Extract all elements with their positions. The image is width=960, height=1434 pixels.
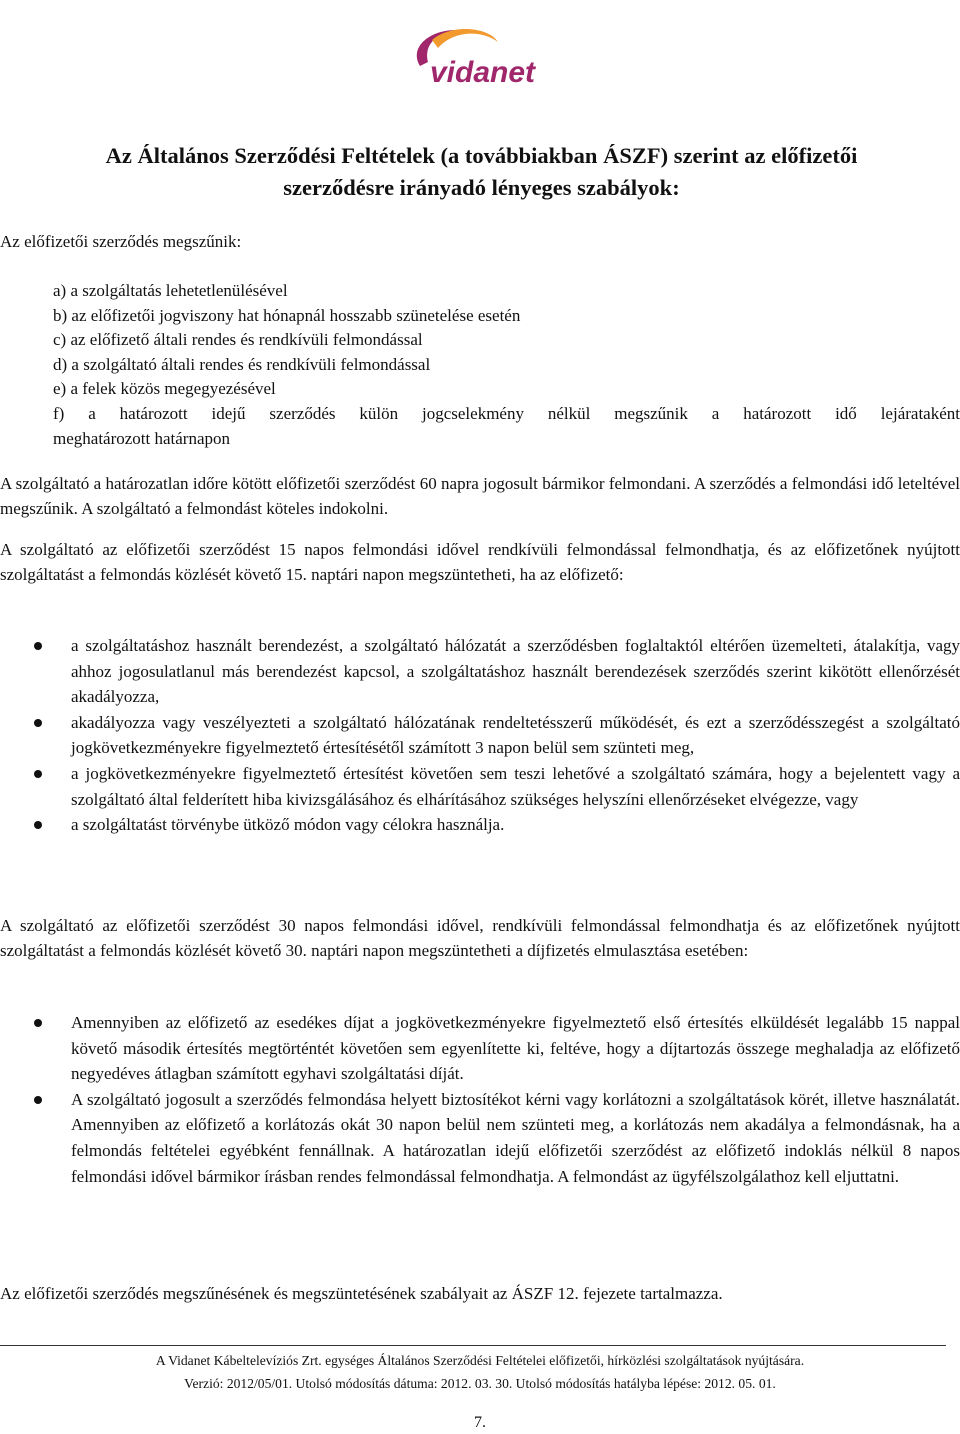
list-item: a szolgáltatást törvénybe ütköző módon vagy célokra használja. xyxy=(0,812,960,838)
bullet-icon xyxy=(34,770,42,778)
page-number: 7. xyxy=(474,1414,486,1431)
list-item: akadályozza vagy veszélyezteti a szolgáltató hálózatának rendeltetésszerű működését, és ezt a szerződésszegést a szolgáltató jogkövetkezményekre figyelmeztető értesítésétől számított 3 napon belül sem szünteti meg, xyxy=(0,710,960,761)
title-line-1: Az Általános Szerződési Feltételek (a továbbiakban ÁSZF) szerint az előfizetői xyxy=(105,143,858,168)
bullet-icon xyxy=(34,1019,42,1027)
vidanet-logo xyxy=(402,22,564,100)
list-item: A szolgáltató jogosult a szerződés felmondása helyett biztosítékot kérni vagy korlátozni a szolgáltatások körét, illetve használatát. Amennyiben az előfizető a korlátozás okát 30 napon belül nem szünteti meg, a korlátozás nem akadálya a felmondásnak, ha a felmondás feltételei egyébként fennállnak. A határozatlan idejű előfizetői szerződést az előfizető indoklás nélkül 8 napos felmondási idővel bármikor írásban rendes felmondással felmondhatja. A felmondást az ügyfélszolgálathoz kell eljuttatni. xyxy=(0,1087,960,1189)
footer-divider xyxy=(0,1345,946,1346)
bullet-icon xyxy=(34,642,42,650)
conditions-list-30-days xyxy=(0,1010,960,1189)
list-item: e) a felek közös megegyezésével xyxy=(53,379,276,399)
title-line-2: szerződésre irányadó lényeges szabályok: xyxy=(283,175,680,200)
paragraph-payment-default: A szolgáltató az előfizetői szerződést 30 napos felmondási idővel, rendkívüli felmondással felmondhatja és az előfizetőnek nyújtott szolgáltatást a felmondás közlését követő 30. naptári napon megszüntetheti a díjfizetés elmulasztása esetében: xyxy=(0,916,960,961)
bullet-icon xyxy=(34,719,42,727)
list-item: c) az előfizető általi rendes és rendkívüli felmondással xyxy=(53,330,423,350)
list-item: a szolgáltatáshoz használt berendezést, a szolgáltató hálózatát a szerződésben foglaltaktól eltérően üzemelteti, átalakítja, vagy ahhoz jogosulatlanul más berendezést kapcsol, a szolgáltatáshoz használt berendezések szerződés szerint kikötött ellenőrzését akadályozza, xyxy=(0,633,960,710)
bullet-icon xyxy=(34,821,42,829)
footer-line-1: A Vidanet Kábeltelevíziós Zrt. egységes Általános Szerződési Feltételei előfizetői, hírközlési szolgáltatások nyújtására. xyxy=(155,1353,805,1368)
list-item: Amennyiben az előfizető az esedékes díjat a jogkövetkezményekre figyelmeztető első értesítés elküldését legalább 15 nappal követő második értesítés megtörténtét követően sem egyenlítette ki, feltéve, hogy a díjtartozás összege meghaladja az előfizető negyedéves átlagban számított egyhavi szolgáltatási díját. xyxy=(0,1010,960,1087)
list-item: a) a szolgáltatás lehetetlenülésével xyxy=(53,281,288,300)
termination-list xyxy=(53,279,960,451)
footer-line-2: Verzió: 2012/05/01. Utolsó módosítás dátuma: 2012. 03. 30. Utolsó módosítás hatályba lépése: 2012. 05. 01. xyxy=(184,1376,776,1391)
conditions-list-15-days xyxy=(0,633,960,838)
list-item: meghatározott határnapon xyxy=(53,428,231,448)
list-item: f) a határozott idejű szerződés külön jogcselekmény nélkül megszűnik a határozott idő lejárataként xyxy=(53,403,960,423)
paragraph-ordinary-termination: A szolgáltató a határozatlan időre kötött előfizetői szerződést 60 napra jogosult bármikor felmondani. A szerződés a felmondási idő leteltével megszűnik. A szolgáltató a felmondást köteles indokolni. xyxy=(0,474,960,519)
list-item: b) az előfizetői jogviszony hat hónapnál hosszabb szünetelése esetén xyxy=(53,305,521,325)
paragraph-extraordinary-termination-15: A szolgáltató az előfizetői szerződést 15 napos felmondási idővel rendkívüli felmondással felmondhatja, és az előfizetőnek nyújtott szolgáltatást a felmondás közlését követő 15. naptári napon megszüntetheti, ha az előfizető: xyxy=(0,540,960,585)
logo-text: vidanet xyxy=(430,56,536,89)
closing-text: Az előfizetői szerződés megszűnésének és megszüntetésének szabályait az ÁSZF 12. fejezete tartalmazza. xyxy=(0,1284,723,1303)
bullet-icon xyxy=(34,1096,42,1104)
list-item: a jogkövetkezményekre figyelmeztető értesítést követően sem teszi lehetővé a szolgáltató számára, hogy a bejelentett vagy a szolgáltató által felderített hiba kivizsgálásához és elhárításához szükséges helyszíni ellenőrzéseket elvégezze, vagy xyxy=(0,761,960,812)
list-item: d) a szolgáltató általi rendes és rendkívüli felmondással xyxy=(53,354,431,374)
document-title xyxy=(14,140,949,204)
intro-text: Az előfizetői szerződés megszűnik: xyxy=(0,232,242,251)
